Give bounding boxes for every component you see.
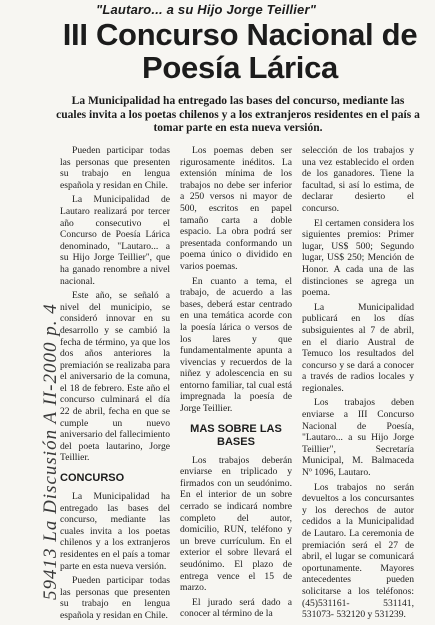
article-column-2: [180, 145, 292, 623]
paragraph: Los poemas deben ser rigurosamente inéditos. La extensión mínima de los trabajos no debe ser inferior a 250 versos ni mayor de 500, escritos en papel tamaño carta a doble espacio. La obra podrá ser presentada conformando un poema único o dividido en varios poemas.: [180, 145, 292, 272]
paragraph: En cuanto a tema, el trabajo, de acuerdo a las bases, deberá estar centrado en una temática acorde con la poesía lárica o versos de los lares y que fundamentalmente apunta a vivencias y recuerdos de la niñez y adolescencia en su entorno familiar, tal cual está impregnada la poesía de Jorge Teillier.: [180, 275, 292, 415]
article-column-1: [60, 145, 170, 625]
paragraph: Pueden participar todas las personas que presenten su trabajo en lengua española y residan en Chile.: [60, 575, 170, 621]
paragraph: Los trabajos deben enviarse a III Concurso Nacional de Poesía, "Lautaro... a su Hijo Jorge Teillier", Secretaría Municipal, M. Balmaceda Nº 1096, Lautaro.: [302, 397, 414, 479]
handwritten-margin-note: [2, 60, 61, 600]
paragraph: Los trabajos deberán enviarse en triplicado y firmados con un seudónimo. En el interior de un sobre cerrado se indicará nombre completo del autor, domicilio, RUN, teléfono y un breve currículum. En el exterior el sobre llevará el seudónimo. El plazo de entrega vence el 15 de marzo.: [180, 454, 292, 594]
paragraph: El certamen considera los siguientes premios: Primer lugar, US$ 500; Segundo lugar, US$ 250; Mención de Honor. A cada una de las distinciones se agrega un poema.: [302, 217, 414, 299]
paragraph: Los trabajos no serán devueltos a los concursantes y los derechos de autor cedidos a la Municipalidad de Lautaro. La ceremonia de premiación será el 27 de abril, el lugar se comunicará oportunamente. Mayores antecedentes pueden solicitarse a los teléfonos: (45)531161- 531141, 531073- 532120 y 531239.: [302, 481, 414, 621]
paragraph: La Municipalidad publicará en los días subsiguientes al 7 de abril, en el diario Austral de Temuco los resultados del concurso y se dará a conocer a través de radios locales y regionales.: [302, 301, 414, 394]
article-column-3: [302, 145, 414, 624]
article-kicker: "Lautaro... a su Hijo Jorge Teillier": [96, 2, 317, 17]
section-heading-mas-sobre-las-bases: MAS SOBRE LAS BASES: [190, 422, 282, 448]
article-lede: La Municipalidad ha entregado las bases del concurso, mediante las cuales invita a los poetas chilenos y a los extranjeros residentes en el país a tomar parte en esta nueva versión.: [56, 95, 420, 134]
paragraph: Este año, se señaló a nivel del municipio, se consideró innovar en su desarrollo y se cambió la fecha de término, ya que los dos años anteriores la premiación se realizaba para el aniversario de la comuna, el 18 de febrero. Este año el concurso culminará el día 22 de abril, fecha en que se cumple un nuevo aniversario del fallecimiento del poeta lautarino, Jorge Teillier.: [60, 290, 170, 464]
paragraph: La Municipalidad de Lautaro realizará por tercer año consecutivo el Concurso de Poesía Lárica denominado, "Lautaro... a su Hijo Jorge Teillier", que ha ganado renombre a nivel nacional.: [60, 194, 170, 287]
section-heading-concurso: CONCURSO: [60, 472, 125, 485]
paragraph: El jurado será dado a conocer al término de la: [180, 596, 292, 620]
paragraph: La Municipalidad ha entregado las bases del concurso, mediante las cuales invita a los poetas chilenos y a los extranjeros residentes en el país a tomar parte en esta nueva versión.: [60, 491, 170, 572]
article-headline: III Concurso Nacional de Poesía Lárica: [62, 17, 418, 85]
paragraph: Pueden participar todas las personas que presenten su trabajo en lengua española y residan en Chile.: [60, 145, 170, 191]
handwritten-reference: 59413 La Discusión A II-2000 p. 4: [40, 303, 61, 600]
paragraph: selección de los trabajos y una vez establecido el orden de los ganadores. Tiene la facultad, si así lo estima, de declarar desierto el concurso.: [302, 145, 414, 214]
